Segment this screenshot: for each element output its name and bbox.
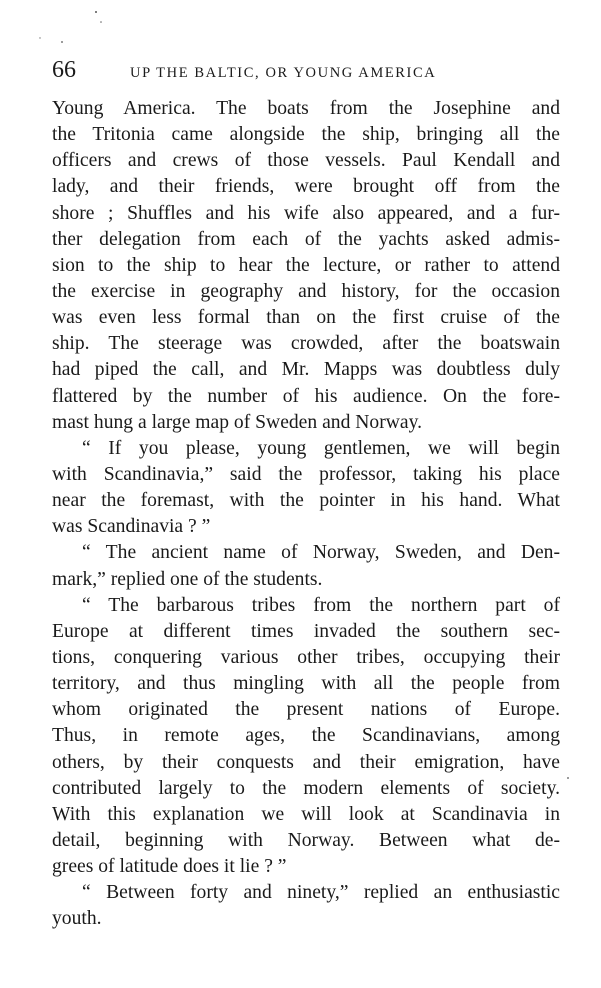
text-line: was even less formal than on the first cruise of the [52,307,560,329]
text-line: sion to the ship to hear the lecture, or rather to attend [52,254,560,276]
text-line: youth. [52,908,102,930]
text-line: near the foremast, with the pointer in his hand. What [52,490,560,512]
text-line: officers and crews of those vessels. Paul Kendall and [52,150,560,172]
text-line: Europe at different times invaded the southern sec- [52,620,560,642]
text-line: flattered by the number of his audience. On the fore- [52,385,560,407]
text-line: “ Between forty and ninety,” replied an enthusiastic [82,882,560,904]
text-line: others, by their conquests and their emigration, have [52,751,560,773]
text-line: was Scandinavia ? ” [52,516,211,538]
speck [39,37,40,38]
text-line: mark,” replied one of the students. [52,568,323,590]
text-line: the Tritonia came alongside the ship, bringing all the [52,124,560,146]
speck [100,21,102,23]
text-line: ther delegation from each of the yachts asked admis- [52,228,560,250]
text-line: the exercise in geography and history, for the occasion [52,280,560,302]
speck [95,11,97,13]
text-line: grees of latitude does it lie ? ” [52,856,287,878]
text-line: had piped the call, and Mr. Mapps was doubtless duly [52,359,560,381]
text-line: “ The barbarous tribes from the northern part of [82,594,560,616]
text-line: “ If you please, young gentlemen, we will begin [82,437,560,459]
page-number: 66 [52,57,76,83]
body-text [52,96,560,933]
text-line: tions, conquering various other tribes, occupying their [52,646,560,668]
text-line: Thus, in remote ages, the Scandinavians, among [52,725,560,747]
speck [567,777,569,779]
speck [61,41,63,43]
text-line: ship. The steerage was crowded, after the boatswain [52,333,560,355]
running-head: UP THE BALTIC, OR YOUNG AMERICA [130,65,437,81]
text-line: mast hung a large map of Sweden and Norway. [52,411,423,433]
text-line: Young America. The boats from the Josephine and [52,98,560,119]
text-line: shore ; Shuffles and his wife also appeared, and a fur- [52,202,560,224]
text-line: lady, and their friends, were brought off from the [52,176,560,198]
text-line: with Scandinavia,” said the professor, taking his place [52,463,560,485]
text-line: detail, beginning with Norway. Between what de- [52,829,560,851]
page-header [52,56,560,86]
text-line: With this explanation we will look at Scandinavia in [52,803,560,825]
text-line: “ The ancient name of Norway, Sweden, and Den- [82,542,560,564]
text-line: territory, and thus mingling with all the people from [52,673,560,695]
text-line: contributed largely to the modern elements of society. [52,777,560,799]
text-line: whom originated the present nations of Europe. [52,699,560,721]
